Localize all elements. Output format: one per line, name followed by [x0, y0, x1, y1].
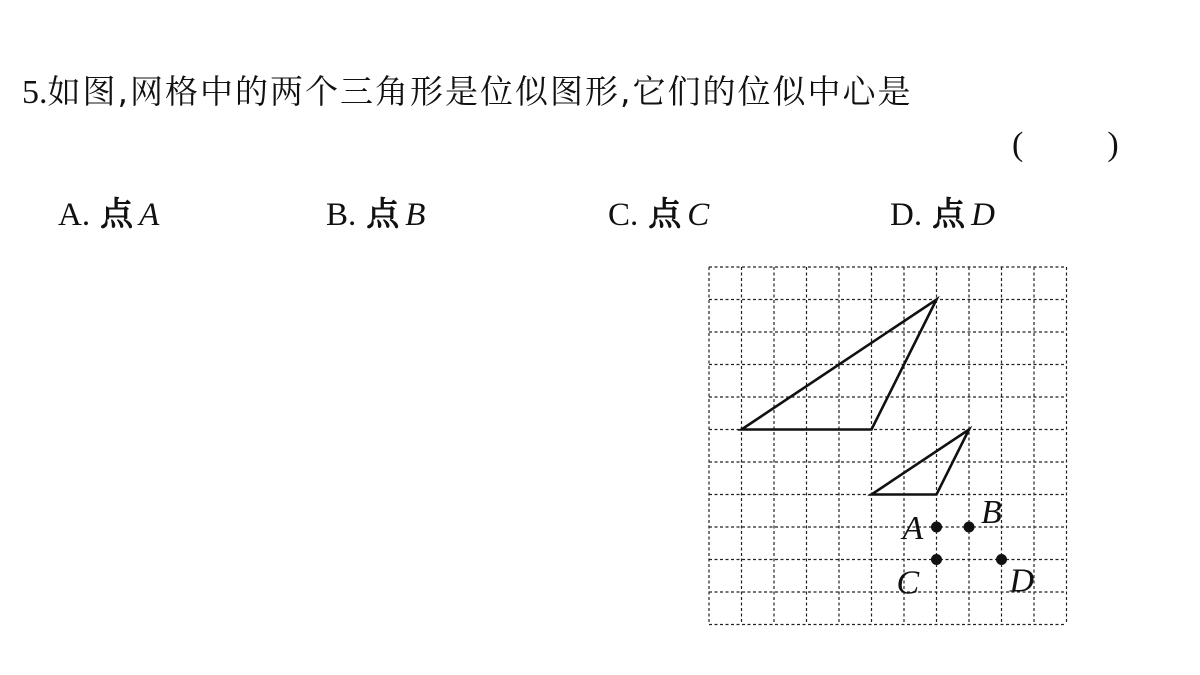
choice-letter: B. — [326, 197, 357, 233]
choice-letter: C. — [608, 197, 639, 233]
question-text: 如图,网格中的两个三角形是位似图形,它们的位似中心是 — [47, 72, 913, 111]
choice-letter: A. — [58, 197, 91, 233]
point-c — [931, 554, 942, 565]
choice-point: C — [687, 197, 710, 233]
choice-word: 点 — [648, 194, 682, 233]
choice-c[interactable] — [608, 188, 709, 235]
question-number: 5. — [22, 74, 48, 111]
point-b — [964, 522, 975, 533]
grid-figure — [700, 258, 1080, 638]
point-label-b: B — [981, 494, 1002, 531]
choice-word: 点 — [366, 194, 400, 233]
point-d — [996, 554, 1007, 565]
choice-word: 点 — [100, 194, 134, 233]
point-label-d: D — [1009, 562, 1035, 600]
choice-word: 点 — [932, 194, 966, 233]
choice-letter: D. — [890, 197, 923, 233]
bracket-close: ) — [1107, 126, 1119, 163]
choice-point: D — [971, 197, 995, 233]
question-stem — [22, 66, 912, 113]
point-label-a: A — [902, 510, 924, 547]
point-a — [931, 522, 942, 533]
bracket-open: ( — [1012, 126, 1024, 163]
choice-d[interactable] — [890, 188, 995, 235]
choice-a[interactable] — [58, 188, 159, 235]
point-label-c: C — [896, 564, 920, 602]
choice-point: B — [405, 197, 426, 233]
choice-b[interactable] — [326, 188, 425, 235]
answer-bracket[interactable] — [1012, 126, 1119, 164]
choice-point: A — [139, 197, 160, 233]
